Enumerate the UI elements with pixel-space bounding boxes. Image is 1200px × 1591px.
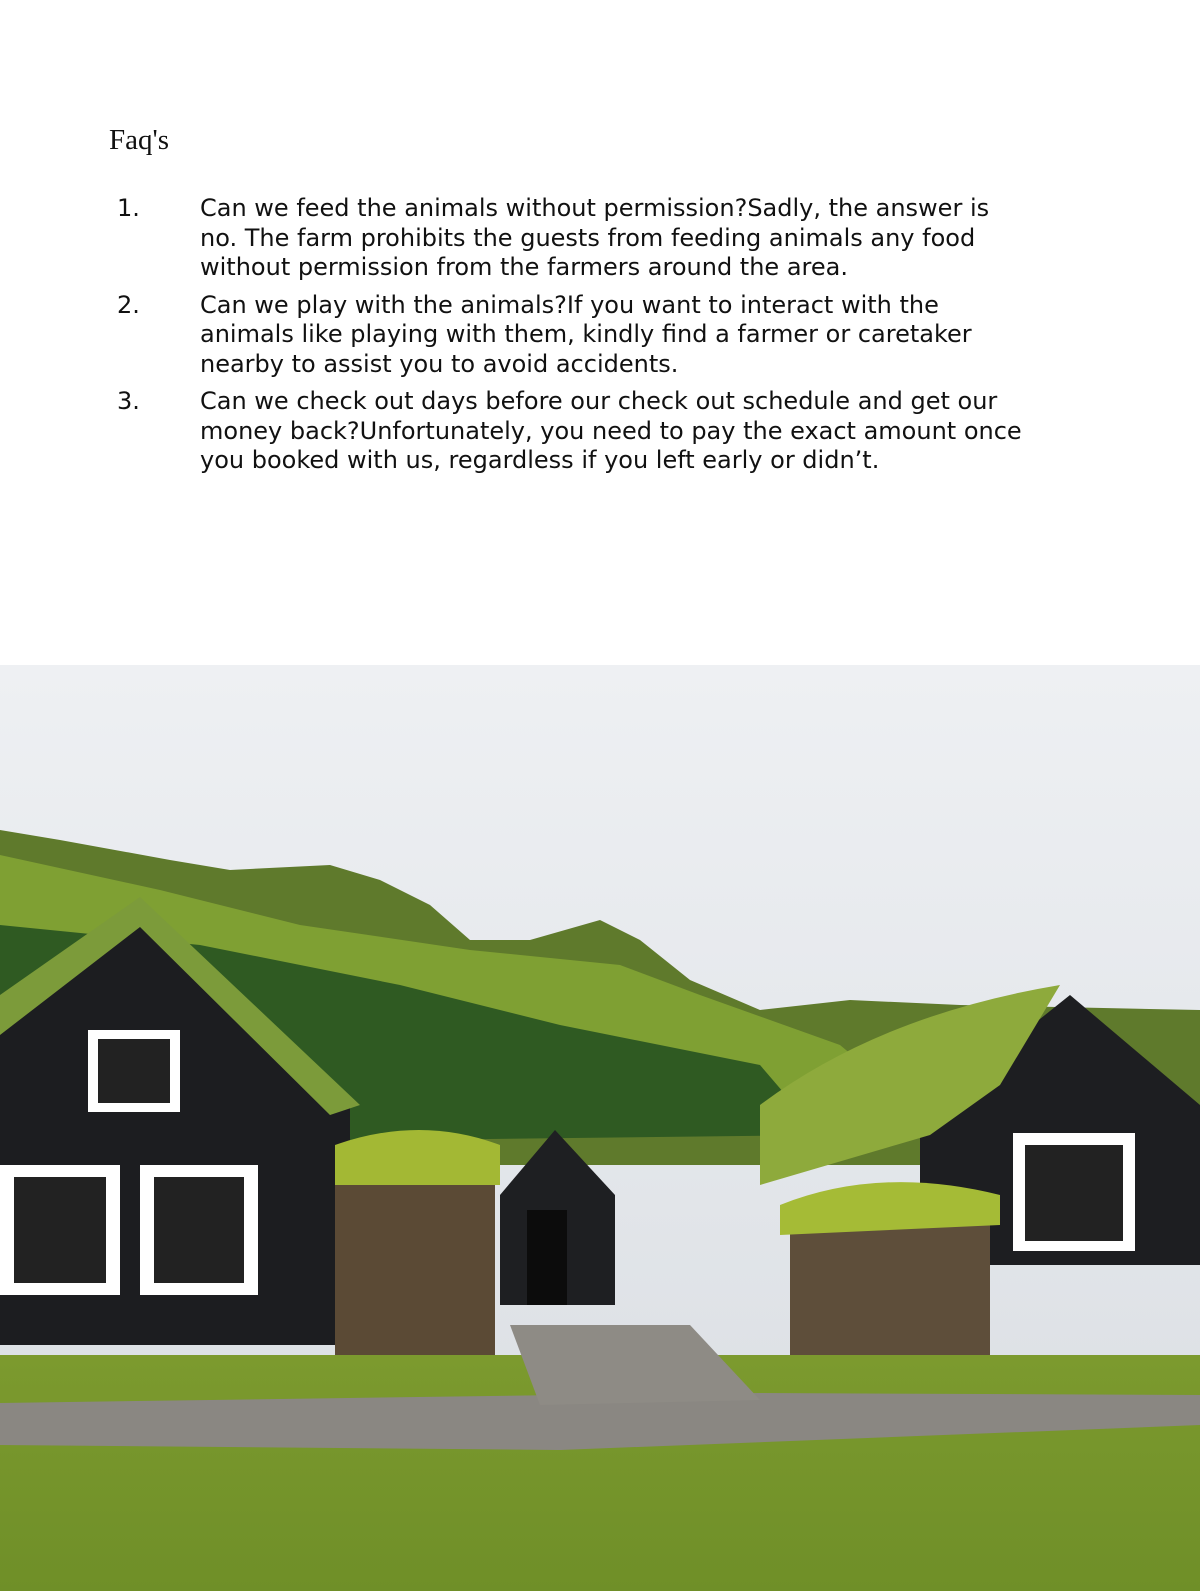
turf-houses-photo — [0, 665, 1200, 1591]
faq-number: 2. — [117, 290, 140, 319]
faq-text: Can we check out days before our check out schedule and get our money back?Unfortunately, you need to pay the exact amount once you booked with us, regardless if you left early or didn’t. — [200, 387, 1022, 474]
faq-item — [0, 194, 1030, 283]
faq-heading: Faq's — [109, 124, 170, 156]
faq-text: Can we play with the animals?If you want to interact with the animals like playing with them, kindly find a farmer or caretaker nearby to assist you to avoid accidents. — [200, 290, 972, 378]
faq-number: 1. — [117, 194, 140, 222]
faq-item — [0, 291, 1030, 380]
faq-list — [0, 194, 1200, 484]
faq-item — [0, 387, 1030, 476]
faq-number: 3. — [117, 387, 140, 415]
faq-text: Can we feed the animals without permission?Sadly, the answer is no. The farm prohibits the guests from feeding animals any food without permission from the farmers around the area. — [200, 194, 990, 281]
